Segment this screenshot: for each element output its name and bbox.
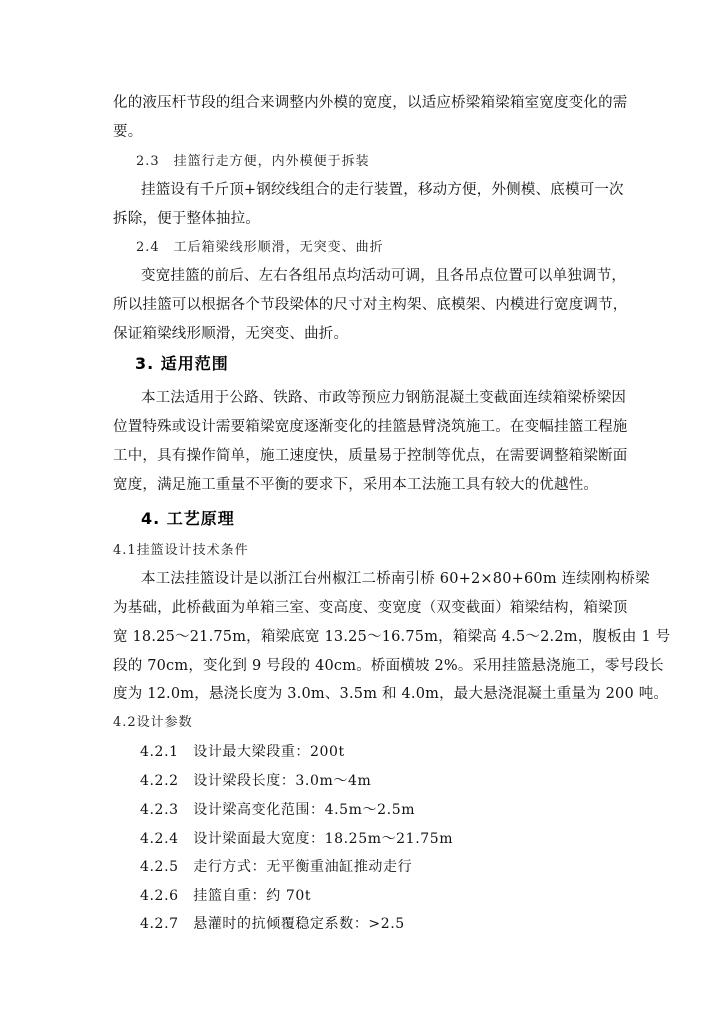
subsection-heading-2-3: 2.3 挂篮行走方便，内外模便于拆装 <box>136 154 370 169</box>
paragraph-line: 本工法适用于公路、铁路、市政等预应力钢筋混凝土变截面连续箱梁桥梁因 <box>141 390 627 406</box>
paragraph-line: 宽度，满足施工重量不平衡的要求下，采用本工法施工具有较大的优越性。 <box>113 477 599 493</box>
paragraph-line: 为基础，此桥截面为单箱三室、变高度、变宽度（双变截面）箱梁结构，箱梁顶 <box>113 600 628 616</box>
subsection-heading-4-1: 4.1挂篮设计技术条件 <box>113 543 249 558</box>
parameter-item: 4.2.1 设计最大梁段重：200t <box>140 744 345 760</box>
parameter-item: 4.2.2 设计梁段长度：3.0m～4m <box>140 773 372 789</box>
paragraph-line: 保证箱梁线形顺滑，无突变、曲折。 <box>113 326 349 342</box>
paragraph-line: 要。 <box>113 124 143 140</box>
paragraph-line: 变宽挂篮的前后、左右各组吊点均活动可调，且各吊点位置可以单独调节， <box>141 268 627 284</box>
paragraph-line: 所以挂篮可以根据各个节段梁体的尺寸对主构架、底模架、内模进行宽度调节， <box>113 297 628 313</box>
parameter-item: 4.2.4 设计梁面最大宽度：18.25m～21.75m <box>140 831 454 847</box>
paragraph-line: 宽 18.25～21.75m，箱梁底宽 13.25～16.75m，箱梁高 4.5～2.2m，腹板由 1 号 <box>113 629 671 645</box>
parameter-item: 4.2.5 走行方式：无平衡重油缸推动走行 <box>140 859 413 875</box>
paragraph-line: 挂篮设有千斤顶+钢绞线组合的走行装置，移动方便，外侧模、底模可一次 <box>141 182 624 198</box>
section-heading-4: 4. 工艺原理 <box>141 509 235 528</box>
paragraph-line: 段的 70cm，变化到 9 号段的 40cm。桥面横坡 2%。采用挂篮悬浇施工，零号段长 <box>113 658 664 674</box>
paragraph-line: 化的液压杆节段的组合来调整内外模的宽度，以适应桥梁箱梁箱室宽度变化的需 <box>113 95 628 111</box>
subsection-heading-4-2: 4.2设计参数 <box>113 715 193 730</box>
paragraph-line: 拆除，便于整体抽拉。 <box>113 211 260 227</box>
paragraph-line: 本工法挂篮设计是以浙江台州椒江二桥南引桥 60+2×80+60m 连续刚构桥梁 <box>141 571 650 587</box>
paragraph-line: 位置特殊或设计需要箱梁宽度逐渐变化的挂篮悬臂浇筑施工。在变幅挂篮工程施 <box>113 419 628 435</box>
parameter-item: 4.2.7 悬灌时的抗倾覆稳定系数：>2.5 <box>140 916 405 932</box>
subsection-heading-2-4: 2.4 工后箱梁线形顺滑，无突变、曲折 <box>136 240 384 255</box>
parameter-item: 4.2.3 设计梁高变化范围：4.5m～2.5m <box>140 802 416 818</box>
parameter-item: 4.2.6 挂篮自重：约 70t <box>140 888 312 904</box>
section-heading-3: 3. 适用范围 <box>135 354 229 373</box>
paragraph-line: 工中，具有操作简单，施工速度快，质量易于控制等优点，在需要调整箱梁断面 <box>113 448 628 464</box>
paragraph-line: 度为 12.0m，悬浇长度为 3.0m、3.5m 和 4.0m，最大悬浇混凝土重量为 200 吨。 <box>113 686 669 702</box>
